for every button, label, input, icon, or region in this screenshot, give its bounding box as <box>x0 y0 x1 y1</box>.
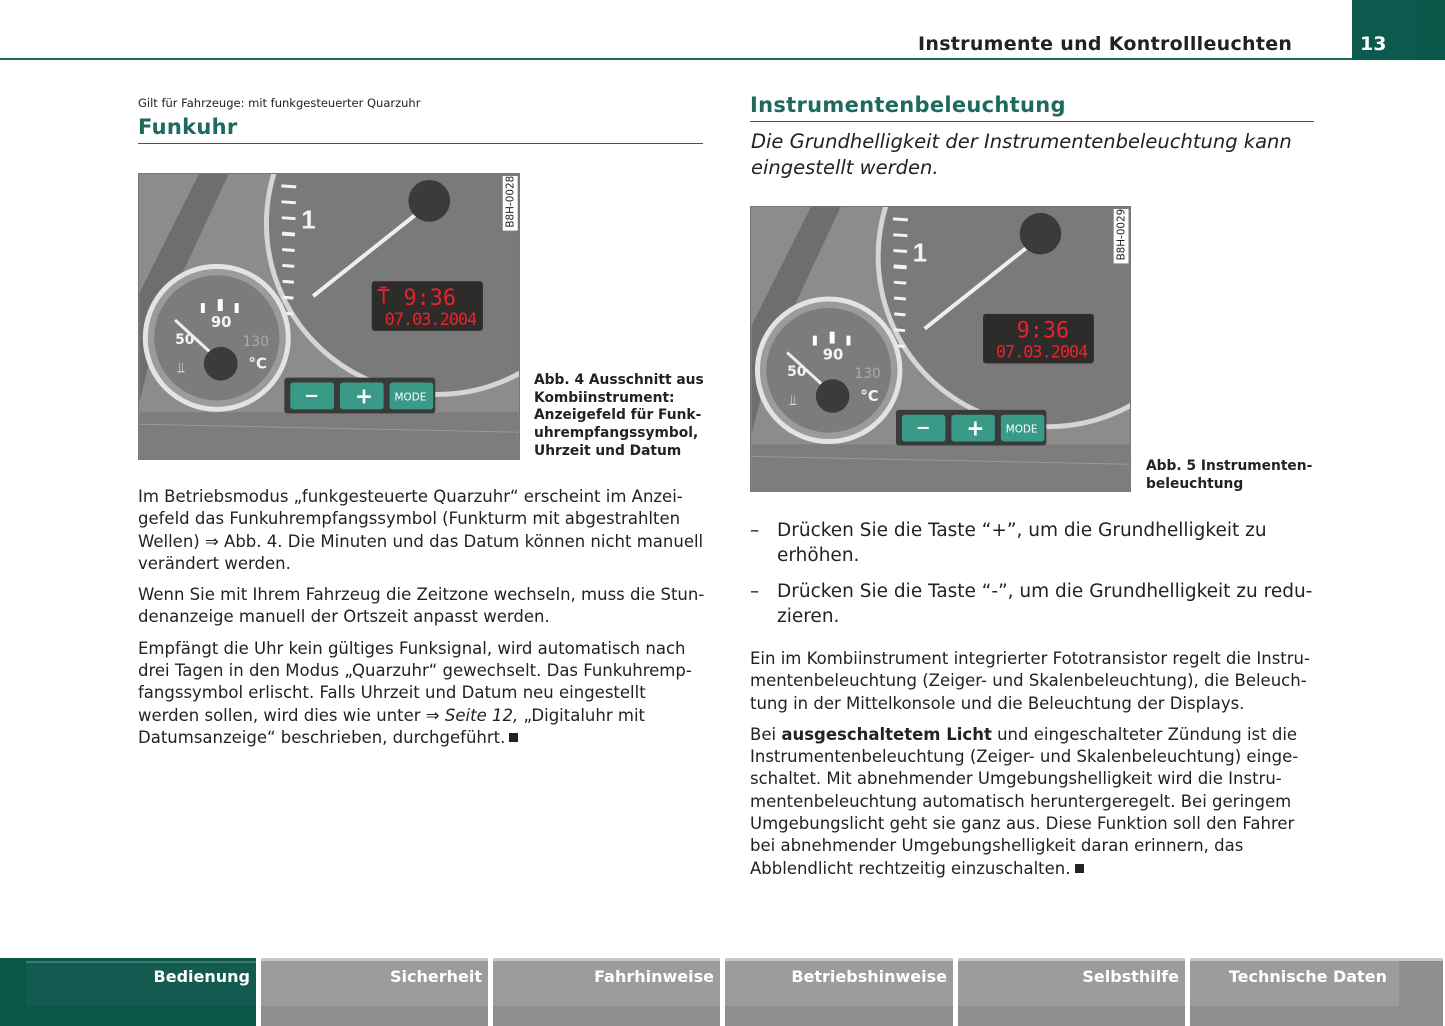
tach-tick <box>282 249 295 250</box>
figure-code: B8H-0029 <box>1115 208 1128 261</box>
needle-hub <box>1020 213 1062 255</box>
svg-text:MODE: MODE <box>1005 423 1038 436</box>
tab-label: Sicherheit <box>390 967 482 986</box>
clock-time: 9:36 <box>403 286 457 312</box>
end-of-section-marker <box>509 733 518 742</box>
heading-rule <box>750 121 1314 122</box>
caption-line: uhrempfangssymbol, <box>534 425 699 442</box>
instrument-cluster-illustration <box>139 174 519 459</box>
tab-label: Betriebshinweise <box>791 967 947 986</box>
temp-label-130: 130 <box>854 366 881 383</box>
section-heading-instrumentenbeleuchtung: Instrumentenbeleuchtung <box>750 93 1066 117</box>
figure-caption-abb5 <box>1146 458 1312 493</box>
coolant-icon: ⫫ <box>789 392 797 409</box>
step-item <box>750 518 1320 568</box>
tach-tick <box>282 234 295 235</box>
svg-text:−: − <box>915 417 931 439</box>
tach-tick <box>282 202 296 203</box>
clock-time: 9:36 <box>1016 318 1070 344</box>
section-heading-funkuhr: Funkuhr <box>138 115 238 139</box>
chapter-nav <box>0 958 1445 1026</box>
tach-tick <box>893 235 907 236</box>
page-number: 13 <box>1352 0 1417 60</box>
dash-marker: – <box>750 581 760 602</box>
chapter-tab-fahrhinweise[interactable] <box>493 958 720 1026</box>
svg-text:+: + <box>966 416 985 442</box>
instrument-cluster-illustration <box>751 207 1130 491</box>
temp-label-50: 50 <box>175 331 195 348</box>
temp-label-130: 130 <box>242 333 270 350</box>
chapter-tab-technische-daten[interactable] <box>1190 958 1443 1026</box>
step-text: Drücken Sie die Taste “+”, um die Grundhelligkeit zu erhöhen. <box>777 520 1267 566</box>
svg-text:MODE: MODE <box>394 391 427 404</box>
figure-code: B8H-0028 <box>504 175 517 228</box>
tach-tick <box>283 281 294 282</box>
radio-tower-icon: ⍑ <box>377 285 390 309</box>
tab-label: Technische Daten <box>1228 967 1387 986</box>
caption-line: beleuchtung <box>1146 475 1244 492</box>
tach-tick <box>894 282 906 283</box>
step-item <box>750 579 1320 629</box>
caption-line: Abb. 4 Ausschnitt aus <box>534 372 704 388</box>
caption-line: Abb. 5 Instrumenten- <box>1146 458 1313 474</box>
chapter-tab-selbsthilfe[interactable] <box>958 958 1185 1026</box>
tach-tick <box>282 218 296 219</box>
paragraph: Im Betriebsmodus „funkgesteuerte Quarzuhr“ erscheint im Anzei-gefeld das Funkuhrempfangssymbol (Funkturm mit abgestrahlten Wellen) ⇒ Abb. 4. Die Minuten und das Datum können nicht manuell verändert werden. <box>138 487 704 573</box>
paragraph <box>138 638 706 749</box>
applies-to-note: Gilt für Fahrzeuge: mit funkgesteuerter Quarzuhr <box>138 96 421 110</box>
page-number-tab <box>1417 0 1445 60</box>
tach-tick <box>894 298 906 299</box>
step-text: Drücken Sie die Taste “-”, um die Grundhelligkeit zu redu-zieren. <box>777 581 1313 627</box>
caption-line: Anzeigefeld für Funk- <box>534 407 702 424</box>
caption-line: Uhrzeit und Datum <box>534 442 682 459</box>
heading-rule <box>138 143 703 144</box>
tach-tick <box>894 266 907 267</box>
chapter-tab-betriebshinweise[interactable] <box>725 958 953 1026</box>
instruction-steps <box>750 518 1320 640</box>
paragraph: Ein im Kombiinstrument integrierter Fototransistor regelt die Instru-mentenbeleuchtung (Zeiger- und Skalenbeleuchtung), die Beleuch-tung in der Mittelkonsole und die Beleuchtung der Displays. <box>750 649 1310 713</box>
text: Bei <box>750 724 782 744</box>
section-lead: Die Grundhelligkeit der Instrumentenbeleuchtung kann eingestellt werden. <box>751 130 1292 179</box>
tach-tick <box>893 219 908 220</box>
tab-label: Selbsthilfe <box>1082 967 1179 986</box>
emphasis: ausgeschaltetem Licht <box>781 724 992 744</box>
tach-tick <box>894 314 905 315</box>
chapter-tab-bedienung[interactable] <box>0 958 256 1026</box>
caption-line: Kombiinstrument: <box>534 389 675 406</box>
temp-label-50: 50 <box>787 364 807 381</box>
clock-date: 07.03.2004 <box>995 341 1088 362</box>
figure-instrument-cluster-beleuchtung <box>750 206 1131 492</box>
tach-tick <box>283 297 294 298</box>
chapter-title: Instrumente und Kontrollleuchten <box>918 33 1293 55</box>
temp-label-unit: °C <box>248 354 267 373</box>
needle-hub <box>408 180 450 222</box>
funkuhr-body <box>138 486 706 758</box>
coolant-icon: ⫫ <box>177 360 185 377</box>
tab-label: Bedienung <box>153 967 250 986</box>
tach-label-1: 1 <box>301 206 316 235</box>
beleuchtung-body <box>750 648 1320 889</box>
tach-tick <box>281 186 296 187</box>
end-of-section-marker <box>1075 864 1084 873</box>
figure-instrument-cluster-funkuhr <box>138 173 520 460</box>
page-reference-link[interactable]: Seite 12, <box>444 705 519 725</box>
tach-tick <box>893 251 907 252</box>
tach-label-1: 1 <box>912 239 928 268</box>
svg-text:+: + <box>354 384 374 410</box>
header-rule <box>0 58 1352 60</box>
paragraph: Wenn Sie mit Ihrem Fahrzeug die Zeitzone wechseln, muss die Stun-denanzeige manuell der Ortszeit anpasst werden. <box>138 585 705 627</box>
svg-text:−: − <box>304 385 320 407</box>
temp-label-90: 90 <box>210 312 232 331</box>
tach-tick <box>894 330 905 331</box>
text: und eingeschalteter Zündung ist die Instrumentenbeleuchtung (Zeiger- und Skalenbeleuchtung) einge-schaltet. Mit abnehmender Umgebungshelligkeit wird die Instru-mentenbeleuchtung automatisch heruntergeregelt. Bei geringem Umgebungslicht geht sie ganz aus. Diese Funktion soll den Fahrer bei abnehmender Umgebungshelligkeit daran erinnern, das Abblendlicht rechtzeitig einzuschalten. <box>750 724 1299 878</box>
text: Empfängt die Uhr kein gültiges Funksignal, wird automatisch nach drei Tagen in den Modus „Quarzuhr“ gewechselt. Das Funkuhremp-fangssymbol erlischt. Falls Uhrzeit und Datum neu eingestellt werden sollen, wird dies wie unter ⇒ <box>138 638 692 725</box>
tach-tick <box>282 265 294 266</box>
figure-caption-abb4 <box>534 372 704 461</box>
chapter-tab-sicherheit[interactable] <box>261 958 488 1026</box>
clock-date: 07.03.2004 <box>384 308 477 329</box>
paragraph <box>750 724 1320 880</box>
dash-marker: – <box>750 520 760 541</box>
temp-label-unit: °C <box>860 387 879 405</box>
temp-label-90: 90 <box>822 346 844 364</box>
tab-label: Fahrhinweise <box>594 967 714 986</box>
text: „Digitaluhr mit Datumsanzeige“ beschrieben, durchgeführt. <box>138 705 646 747</box>
